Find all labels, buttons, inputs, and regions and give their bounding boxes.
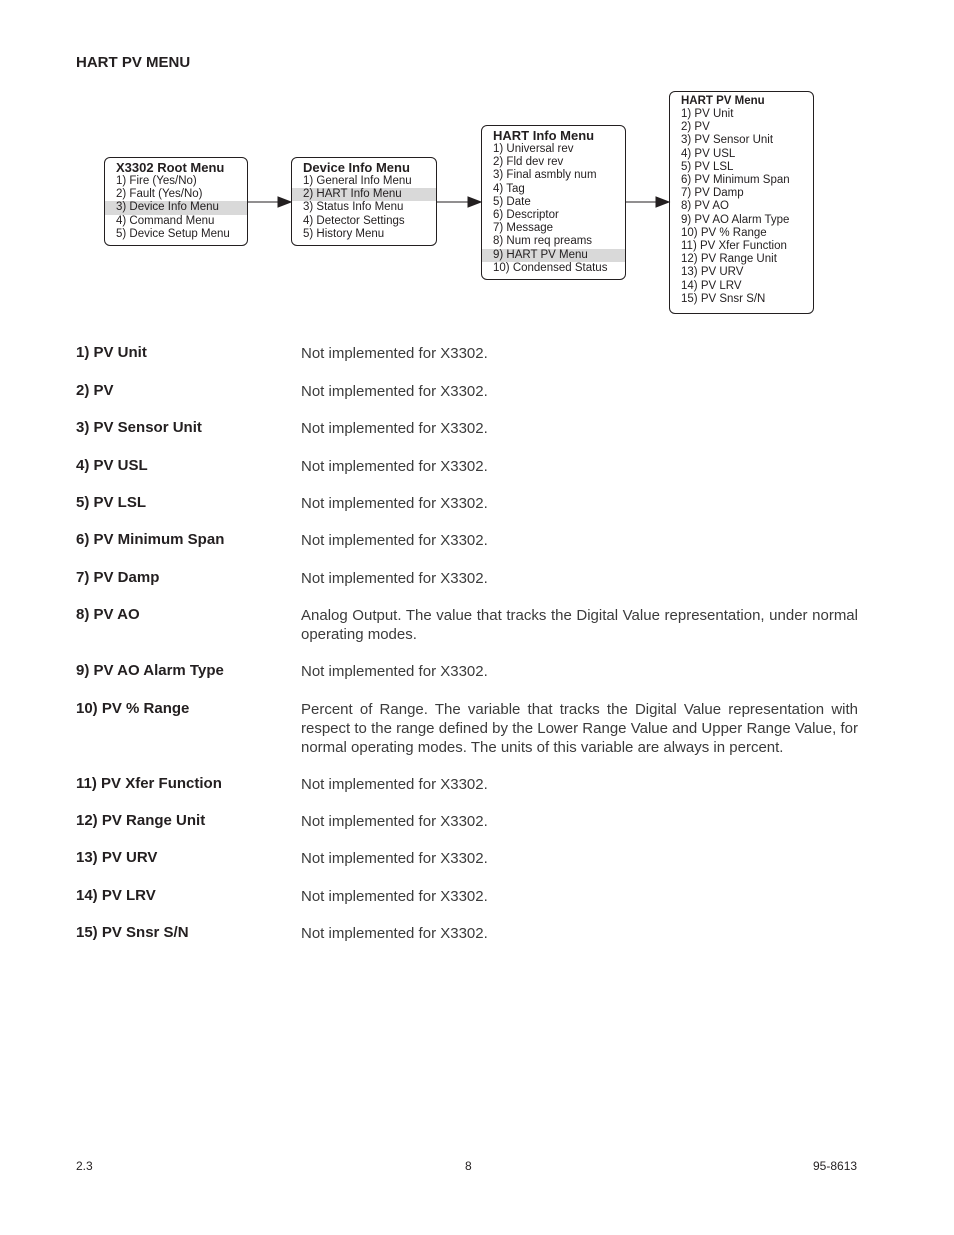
arrow-head-icon — [656, 197, 669, 207]
device-menu-item: 3) Status Info Menu — [303, 201, 404, 214]
hart-menu-item: 5) Date — [493, 195, 531, 208]
hart-menu-item-highlighted: 9) HART PV Menu — [482, 249, 625, 262]
definition-term: 3) PV Sensor Unit — [76, 419, 202, 436]
definition-term: 12) PV Range Unit — [76, 812, 206, 829]
device-menu-item-highlighted: 2) HART Info Menu — [292, 188, 436, 201]
hart-pv-menu-title: HART PV Menu — [681, 95, 765, 107]
pv-menu-item: 2) PV — [681, 121, 710, 134]
pv-menu-item: 3) PV Sensor Unit — [681, 134, 774, 147]
definition-text: Not implemented for X3302. — [301, 570, 488, 587]
pv-menu-item: 9) PV AO Alarm Type — [681, 213, 790, 226]
page-heading: HART PV MENU — [76, 54, 191, 71]
hart-menu-item: 7) Message — [493, 222, 554, 235]
pv-menu-item: 8) PV AO — [681, 200, 729, 213]
definition-text: Not implemented for X3302. — [301, 345, 488, 362]
definition-term: 14) PV LRV — [76, 887, 156, 904]
arrow-head-icon — [278, 197, 291, 207]
pv-menu-item: 7) PV Damp — [681, 187, 744, 200]
root-menu-item: 1) Fire (Yes/No) — [116, 175, 197, 187]
definition-text: Not implemented for X3302. — [301, 495, 488, 512]
hart-info-menu-title: HART Info Menu — [493, 128, 595, 143]
definition-text: Not implemented for X3302. — [301, 383, 488, 400]
hart-menu-item: 1) Universal rev — [493, 143, 574, 155]
device-menu-item: 1) General Info Menu — [303, 175, 412, 187]
definition-text: Not implemented for X3302. — [301, 532, 488, 549]
definition-text: Not implemented for X3302. — [301, 813, 488, 830]
hart-menu-item: 8) Num req preams — [493, 235, 593, 248]
definition-term: 9) PV AO Alarm Type — [76, 662, 224, 679]
root-menu-item: 2) Fault (Yes/No) — [116, 188, 203, 201]
definition-term: 10) PV % Range — [76, 700, 190, 717]
arrow-head-icon — [468, 197, 481, 207]
definition-term: 5) PV LSL — [76, 494, 147, 511]
definition-text: Analog Output. The value that tracks the Digital Value representation, under normal operating modes. — [301, 607, 858, 643]
definition-text: Not implemented for X3302. — [301, 850, 488, 867]
definition-term: 13) PV URV — [76, 849, 158, 866]
device-info-menu-title: Device Info Menu — [303, 160, 410, 175]
pv-menu-item: 4) PV USL — [681, 147, 736, 160]
hart-menu-item: 3) Final asmbly num — [493, 169, 597, 182]
definition-text: Not implemented for X3302. — [301, 776, 488, 793]
footer-revision: 2.3 — [76, 1159, 93, 1173]
menu-flow-arrows — [0, 0, 954, 340]
pv-menu-item: 6) PV Minimum Span — [681, 174, 790, 187]
pv-menu-item: 11) PV Xfer Function — [681, 240, 787, 253]
definition-term: 8) PV AO — [76, 606, 140, 623]
hart-menu-item: 6) Descriptor — [493, 209, 559, 222]
pv-menu-item: 15) PV Snsr S/N — [681, 292, 766, 305]
definition-text: Not implemented for X3302. — [301, 458, 488, 475]
definition-term: 15) PV Snsr S/N — [76, 924, 189, 941]
root-menu-item: 5) Device Setup Menu — [116, 227, 230, 240]
hart-menu-item: 2) Fld dev rev — [493, 156, 564, 169]
definition-term: 4) PV USL — [76, 457, 148, 474]
pv-menu-item: 14) PV LRV — [681, 279, 742, 292]
definition-term: 2) PV — [76, 382, 114, 399]
pv-menu-item: 5) PV LSL — [681, 160, 734, 173]
pv-menu-item: 12) PV Range Unit — [681, 253, 777, 266]
pv-menu-item: 13) PV URV — [681, 266, 744, 279]
device-menu-item: 4) Detector Settings — [303, 214, 405, 227]
device-menu-item: 5) History Menu — [303, 227, 385, 240]
definition-term: 11) PV Xfer Function — [76, 775, 222, 792]
definition-text: Not implemented for X3302. — [301, 420, 488, 437]
root-menu-title: X3302 Root Menu — [116, 160, 225, 175]
definition-term: 7) PV Damp — [76, 569, 160, 586]
definition-text: Percent of Range. The variable that tracks the Digital Value representation with respect to the range defined by the Lower Range Value and Upper Range Value, for normal operating modes. The units of this variable are always in percent. — [301, 701, 858, 756]
definition-term: 1) PV Unit — [76, 344, 147, 361]
hart-menu-item: 4) Tag — [493, 182, 525, 195]
definition-text: Not implemented for X3302. — [301, 925, 488, 942]
footer-document-number: 95-8613 — [813, 1159, 858, 1173]
definition-text: Not implemented for X3302. — [301, 888, 488, 905]
definition-text: Not implemented for X3302. — [301, 663, 488, 680]
pv-menu-item: 1) PV Unit — [681, 108, 734, 120]
pv-menu-item: 10) PV % Range — [681, 226, 767, 239]
root-menu-item-highlighted: 3) Device Info Menu — [105, 201, 247, 214]
hart-menu-item: 10) Condensed Status — [493, 261, 608, 274]
root-menu-item: 4) Command Menu — [116, 214, 215, 227]
definition-term: 6) PV Minimum Span — [76, 531, 225, 548]
footer-page-number: 8 — [465, 1159, 472, 1173]
